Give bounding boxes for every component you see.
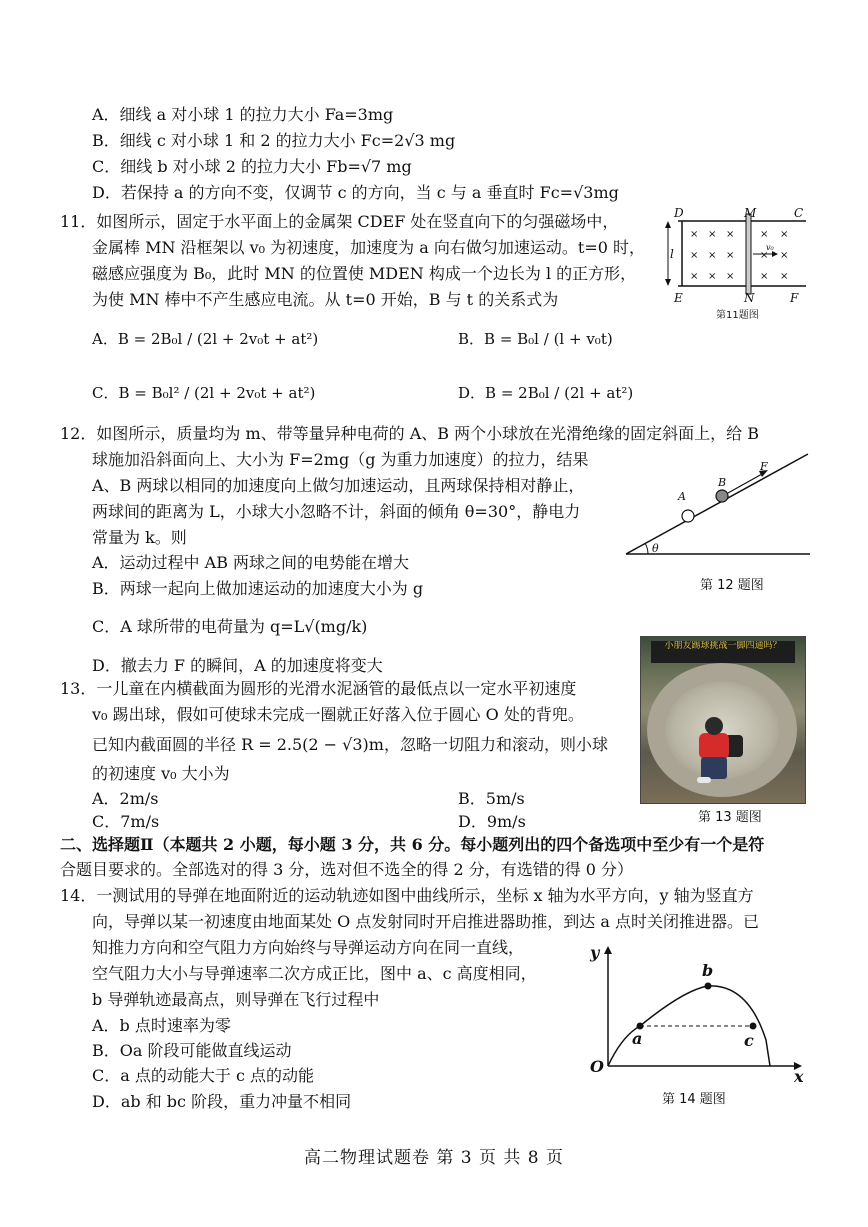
- svg-text:×: ×: [726, 271, 735, 282]
- q14-label-x: x: [794, 1067, 804, 1086]
- svg-text:×: ×: [780, 271, 789, 282]
- q14-option-c: C．a 点的动能大于 c 点的动能: [92, 1066, 315, 1085]
- q13-photo: [640, 636, 806, 804]
- q10-option-a: A．细线 a 对小球 1 的拉力大小 Fa=3mg: [92, 105, 394, 124]
- q11-label-f: F: [790, 291, 799, 305]
- svg-text:×: ×: [780, 250, 789, 261]
- q12-label-b: B: [718, 476, 727, 489]
- q12-caption: 第 12 题图: [700, 578, 764, 593]
- q14-stem-line1: 14．一测试用的导弹在地面附近的运动轨迹如图中曲线所示，坐标 x 轴为水平方向，y 轴为竖直方: [60, 886, 754, 905]
- q14-label-y: y: [590, 943, 600, 962]
- q14-stem-line4: 空气阻力大小与导弹速率二次方成正比，图中 a、c 高度相同，: [92, 964, 537, 983]
- q11-stem-line4: 为使 MN 棒中不产生感应电流。从 t=0 开始，B 与 t 的关系式为: [92, 290, 559, 309]
- q11-label-v: v₀: [766, 243, 774, 252]
- q11-label-c: C: [794, 206, 804, 220]
- q14-stem-line2: 向，导弹以某一初速度由地面某处 O 点发射同时开启推进器助推，到达 a 点时关闭推进器。已: [92, 912, 760, 931]
- svg-text:×: ×: [690, 271, 699, 282]
- q13-stem-line4: 的初速度 v₀ 大小为: [92, 764, 230, 783]
- q13-stem-line2: v₀ 踢出球，假如可使球未完成一圈就正好落入位于圆心 O 处的背兜。: [92, 705, 584, 724]
- q11-label-e: E: [674, 291, 683, 305]
- q14-stem-line3: 知推力方向和空气阻力方向始终与导弹运动方向在同一直线，: [92, 938, 525, 957]
- q13-option-a: A．2m/s: [92, 789, 159, 808]
- q11-caption: 第11题图: [716, 310, 759, 321]
- q14-figure: [588, 940, 808, 1085]
- q10-option-d: D．若保持 a 的方向不变，仅调节 c 的方向，当 c 与 a 垂直时 Fc=√3mg: [92, 183, 619, 202]
- q14-label-a: a: [632, 1029, 643, 1048]
- q10-option-c: C．细线 b 对小球 2 的拉力大小 Fb=√7 mg: [92, 157, 412, 176]
- q13-caption: 第 13 题图: [698, 810, 762, 825]
- q13-stem-line3: 已知内截面圆的半径 R = 2.5(2 − √3)m，忽略一切阻力和滚动，则小球: [92, 735, 608, 754]
- q10-option-b: B．细线 c 对小球 1 和 2 的拉力大小 Fc=2√3 mg: [92, 131, 456, 150]
- svg-text:×: ×: [726, 250, 735, 261]
- q11-option-d: D．B = 2B₀l / (2l + at²): [458, 384, 634, 402]
- q11-label-m: M: [744, 206, 757, 220]
- q11-stem-line3: 磁感应强度为 B₀，此时 MN 的位置使 MDEN 构成一个边长为 l 的正方形，: [92, 264, 637, 283]
- q14-label-c: c: [744, 1031, 754, 1050]
- svg-text:×: ×: [708, 250, 717, 261]
- child-legs: [701, 757, 727, 779]
- svg-text:×: ×: [708, 229, 717, 240]
- q12-stem-line3: A、B 两球以相同的加速度向上做匀加速运动，且两球保持相对静止，: [92, 476, 585, 495]
- svg-text:×: ×: [690, 250, 699, 261]
- section2-heading-line1: 二、选择题Ⅱ（本题共 2 小题，每小题 3 分，共 6 分。每小题列出的四个备选项中至少有一个是符: [60, 835, 765, 854]
- q12-stem-line2: 球施加沿斜面向上、大小为 F=2mg（g 为重力加速度）的拉力，结果: [92, 450, 589, 469]
- q13-option-c: C．7m/s: [92, 812, 160, 831]
- svg-text:×: ×: [760, 271, 769, 282]
- q11-figure: [660, 206, 810, 316]
- q14-option-b: B．Oa 阶段可能做直线运动: [92, 1041, 292, 1060]
- q12-label-a: A: [678, 490, 686, 503]
- q12-option-d: D．撤去力 F 的瞬间，A 的加速度将变大: [92, 656, 383, 675]
- q13-option-b: B．5m/s: [458, 789, 525, 808]
- q12-option-b: B．两球一起向上做加速运动的加速度大小为 g: [92, 579, 424, 598]
- q14-caption: 第 14 题图: [662, 1092, 726, 1107]
- q12-stem-line1: 12．如图所示，质量均为 m、带等量异种电荷的 A、B 两个小球放在光滑绝缘的固定斜面上，给 B: [60, 424, 759, 443]
- q14-label-b: b: [702, 961, 714, 980]
- svg-text:×: ×: [708, 271, 717, 282]
- page-footer: 高二物理试题卷 第 3 页 共 8 页: [303, 1148, 565, 1168]
- q12-label-f: F: [760, 460, 768, 473]
- q11-option-c: C．B = B₀l² / (2l + 2v₀t + at²): [92, 384, 316, 402]
- q12-option-c: C．A 球所带的电荷量为 q=L√(mg/k): [92, 617, 368, 636]
- section2-heading-line2: 合题目要求的。全部选对的得 3 分，选对但不选全的得 2 分，有选错的得 0 分）: [60, 860, 634, 879]
- q12-stem-line4: 两球间的距离为 L，小球大小忽略不计，斜面的倾角 θ=30°，静电力: [92, 502, 581, 521]
- child-figure: [699, 733, 729, 759]
- q14-option-d: D．ab 和 bc 阶段，重力冲量不相同: [92, 1092, 352, 1111]
- q14-stem-line5: b 导弹轨迹最高点，则导弹在飞行过程中: [92, 990, 380, 1009]
- q14-option-a: A．b 点时速率为零: [92, 1016, 231, 1035]
- q14-label-o: O: [590, 1057, 604, 1076]
- q11-option-a: A．B = 2B₀l / (2l + 2v₀t + at²): [92, 330, 319, 348]
- q12-stem-line5: 常量为 k。则: [92, 528, 187, 547]
- q11-label-d: D: [674, 206, 684, 220]
- child-shoe: [697, 777, 711, 783]
- svg-text:×: ×: [780, 229, 789, 240]
- q12-figure: [622, 450, 812, 560]
- q12-label-theta: θ: [652, 542, 659, 555]
- photo-banner: 小朋友踢球挑战一脚四通吗？: [651, 641, 795, 663]
- q11-label-n: N: [744, 291, 755, 305]
- q13-option-d: D．9m/s: [458, 812, 526, 831]
- child-head: [705, 717, 723, 735]
- svg-text:×: ×: [760, 250, 769, 261]
- q11-stem-line2: 金属棒 MN 沿框架以 v₀ 为初速度，加速度为 a 向右做匀加速运动。t=0 时，: [92, 238, 645, 257]
- svg-text:×: ×: [726, 229, 735, 240]
- q12-option-a: A．运动过程中 AB 两球之间的电势能在增大: [92, 553, 410, 572]
- q13-stem-line1: 13．一儿童在内横截面为圆形的光滑水泥涵管的最低点以一定水平初速度: [60, 679, 577, 698]
- svg-text:×: ×: [760, 229, 769, 240]
- q11-stem-line1: 11．如图所示，固定于水平面上的金属架 CDEF 处在竖直向下的匀强磁场中，: [60, 212, 619, 231]
- svg-text:×: ×: [690, 229, 699, 240]
- q11-label-l: l: [670, 247, 674, 261]
- q11-option-b: B．B = B₀l / (l + v₀t): [458, 330, 613, 348]
